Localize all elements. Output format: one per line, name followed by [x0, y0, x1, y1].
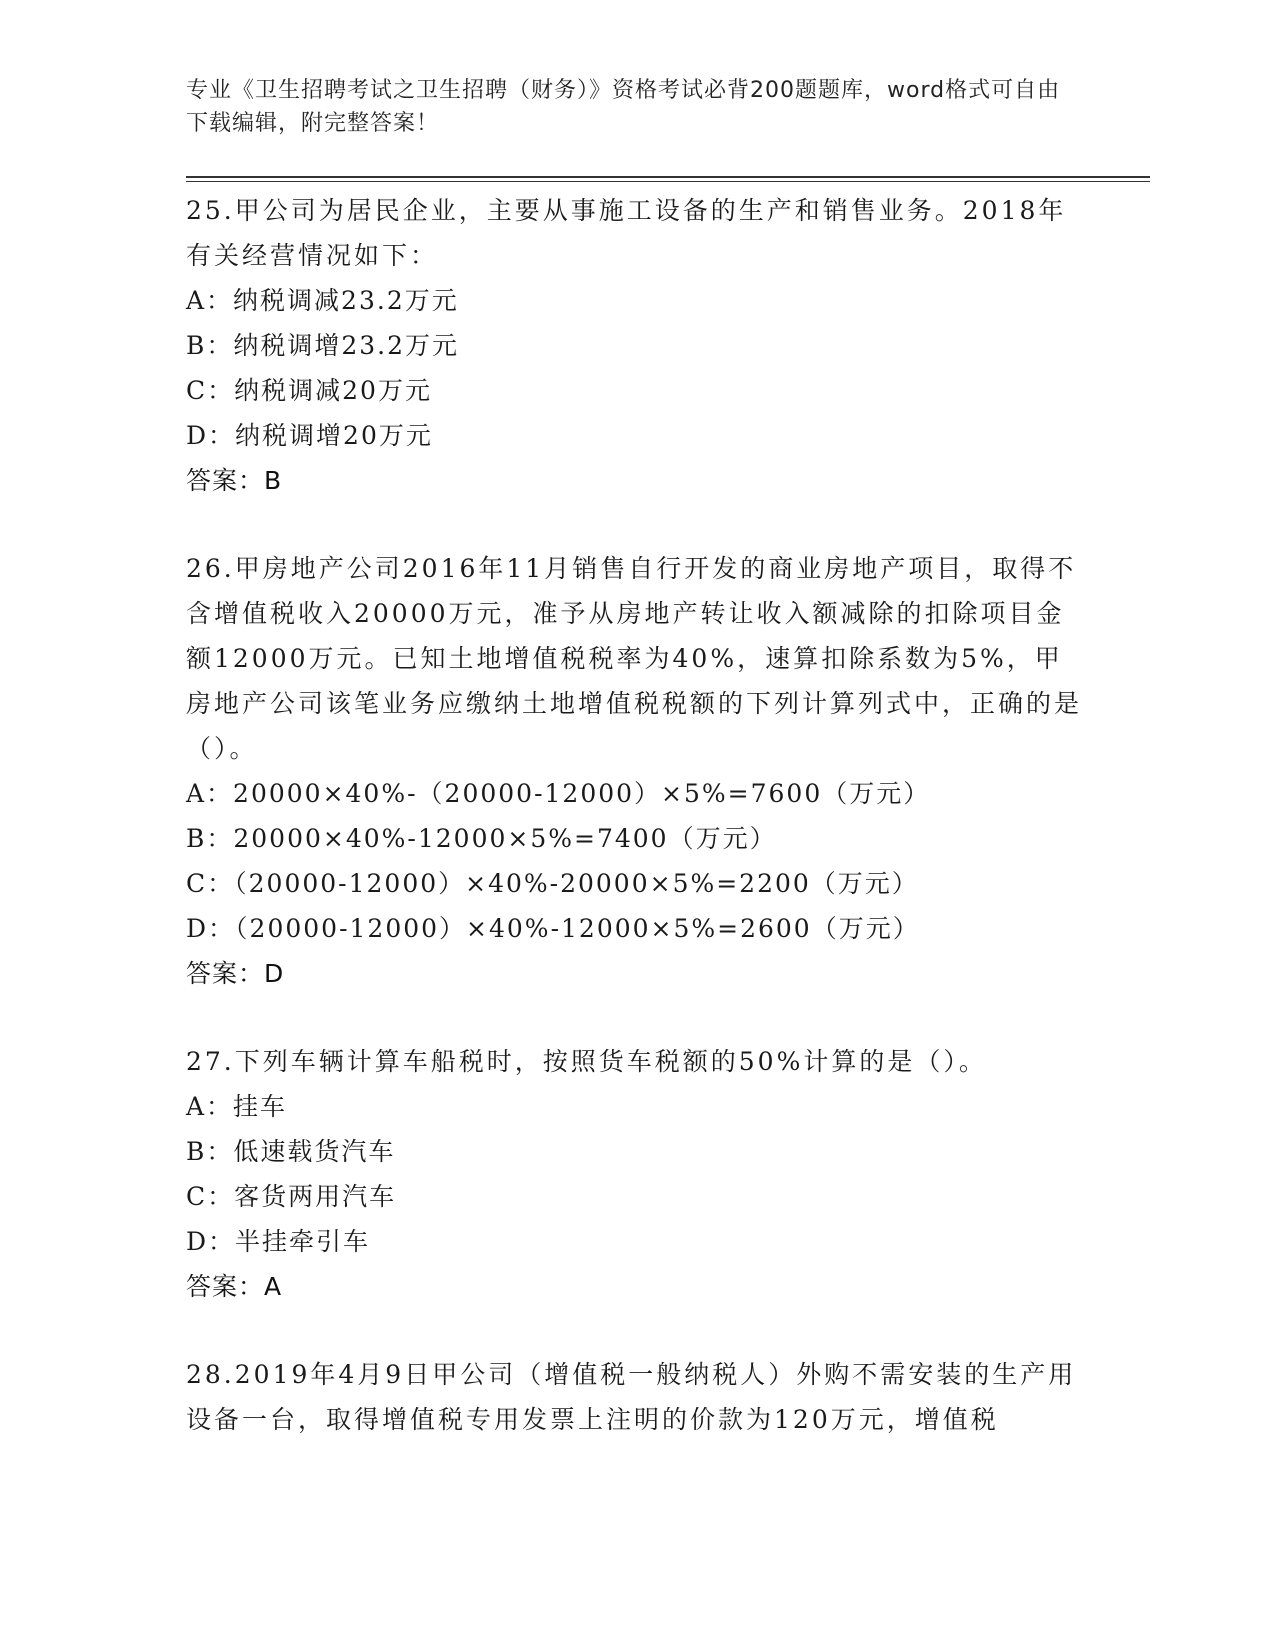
option-d: D：（20000-12000）×40%-12000×5%=2600（万元）	[186, 914, 920, 943]
option-b: B：纳税调增23.2万元	[186, 331, 460, 360]
option-c: C：（20000-12000）×40%-20000×5%=2200（万元）	[186, 869, 919, 898]
question-text: 26.甲房地产公司2016年11月销售自行开发的商业房地产项目，取得不含增值税收入20000万元，准予从房地产转让收入额减除的扣除项目金额12000万元。已知土地增值税税率为40%，速算扣除系数为5%，甲房地产公司该笔业务应缴纳土地增值税税额的下列计算列式中，正确的是（）。	[186, 554, 1083, 763]
option-a: A：20000×40%-（20000-12000）×5%=7600（万元）	[186, 779, 931, 808]
question-text: 27.下列车辆计算车船税时，按照货车税额的50%计算的是（）。	[186, 1047, 987, 1076]
document-header: 专业《卫生招聘考试之卫生招聘（财务）》资格考试必背200题题库，word格式可自由下载编辑，附完整答案！	[186, 78, 1061, 136]
option-d: D：半挂牵引车	[186, 1227, 371, 1256]
option-d: D：纳税调增20万元	[186, 421, 433, 450]
question-28	[186, 1352, 1086, 1442]
option-a: A：挂车	[186, 1092, 288, 1121]
question-list	[186, 188, 1086, 1485]
answer-line: 答案：D	[186, 959, 285, 988]
answer-line: 答案：A	[186, 1272, 283, 1301]
option-c: C：客货两用汽车	[186, 1182, 397, 1211]
option-a: A：纳税调减23.2万元	[186, 286, 459, 315]
option-b: B：20000×40%-12000×5%=7400（万元）	[186, 824, 777, 853]
option-c: C：纳税调减20万元	[186, 376, 432, 405]
option-b: B：低速载货汽车	[186, 1137, 396, 1166]
header-divider-thick	[186, 176, 1150, 178]
question-text: 28.2019年4月9日甲公司（增值税一般纳税人）外购不需安装的生产用设备一台，取得增值税专用发票上注明的价款为120万元，增值税	[186, 1360, 1077, 1434]
question-text: 25.甲公司为居民企业，主要从事施工设备的生产和销售业务。2018年有关经营情况如下：	[186, 196, 1067, 270]
answer-line: 答案：B	[186, 466, 283, 495]
question-27	[186, 1039, 1086, 1309]
header-divider-thin	[186, 181, 1150, 182]
question-26	[186, 546, 1086, 996]
question-25	[186, 188, 1086, 503]
